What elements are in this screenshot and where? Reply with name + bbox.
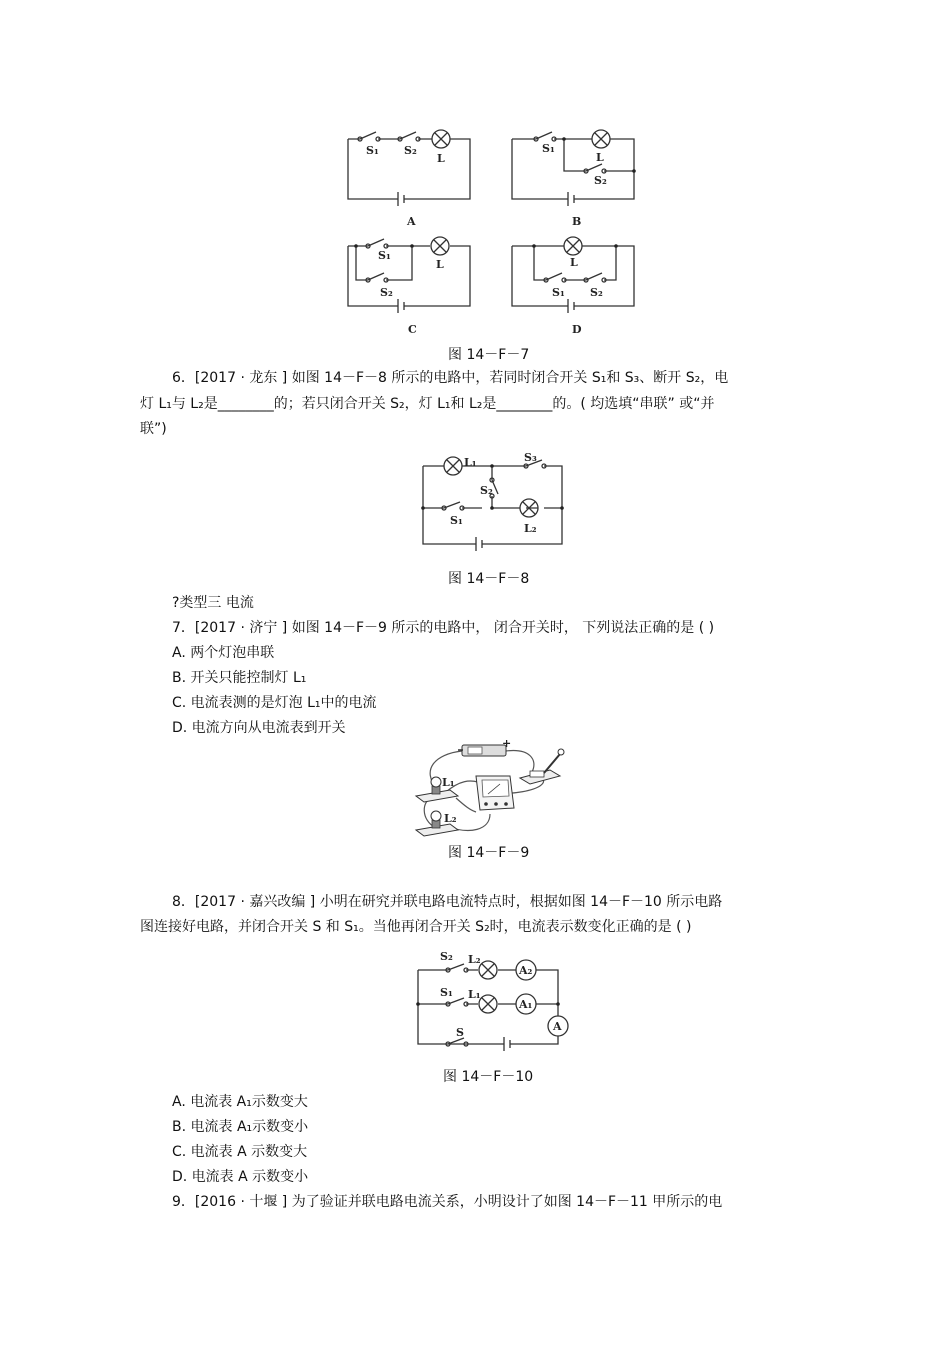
svg-text:A₂: A₂ <box>519 964 533 977</box>
svg-text:A₁: A₁ <box>519 998 533 1011</box>
question-6-line-3: 联”) <box>140 421 167 437</box>
question-8-line-2: 图连接好电路，并闭合开关 S 和 S₁。当他再闭合开关 S₂时，电流表示数变化正确的是 ( ) <box>140 919 692 935</box>
svg-text:C: C <box>408 323 417 336</box>
svg-text:B: B <box>572 215 582 228</box>
figure-caption: 图 14－F－7 <box>448 347 530 363</box>
figure-caption: 图 14－F－10 <box>443 1069 534 1085</box>
question-9-line-1: 9．[2016 · 十堰 ] 为了验证并联电路电流关系，小明设计了如图 14－F－11 甲所示的电 <box>172 1194 723 1210</box>
svg-text:L₁: L₁ <box>442 776 455 789</box>
svg-text:L: L <box>437 152 445 165</box>
figure-14-f-8 <box>420 452 570 552</box>
question-7-stem: 7．[2017 · 济宁 ] 如图 14－F－9 所示的电路中， 闭合开关时， 下列说法正确的是 ( ) <box>172 620 715 636</box>
circuit-b <box>512 130 636 228</box>
svg-text:L: L <box>570 256 578 269</box>
question-8-option-a: A. 电流表 A₁示数变大 <box>172 1094 308 1110</box>
svg-text:D: D <box>572 323 582 336</box>
svg-text:A: A <box>407 215 416 228</box>
svg-text:S₂: S₂ <box>404 144 417 157</box>
question-6-line-1: 6．[2017 · 龙东 ] 如图 14－F－8 所示的电路中，若同时闭合开关 S₁和 S₃、断开 S₂，电 <box>172 370 729 386</box>
svg-text:S₂: S₂ <box>594 174 607 187</box>
figure-caption: 图 14－F－9 <box>448 845 530 861</box>
section-heading: ?类型三 电流 <box>172 595 254 611</box>
question-7-option-d: D. 电流方向从电流表到开关 <box>172 720 346 736</box>
ammeter-icon <box>476 776 514 810</box>
question-8-option-d: D. 电流表 A 示数变小 <box>172 1169 309 1185</box>
svg-text:S₁: S₁ <box>450 514 463 527</box>
svg-text:S₁: S₁ <box>552 286 565 299</box>
figure-14-f-10 <box>412 950 572 1050</box>
svg-text:A: A <box>553 1020 562 1033</box>
svg-text:S: S <box>456 1026 464 1039</box>
svg-text:S₂: S₂ <box>440 950 453 963</box>
question-7-option-a: A. 两个灯泡串联 <box>172 645 275 661</box>
question-7-option-b: B. 开关只能控制灯 L₁ <box>172 670 307 686</box>
lamp-l1-icon <box>416 776 458 802</box>
svg-text:L: L <box>596 151 604 164</box>
svg-text:S₁: S₁ <box>440 986 453 999</box>
svg-text:S₁: S₁ <box>378 249 391 262</box>
figure-caption: 图 14－F－8 <box>448 571 530 587</box>
question-6-line-2: 灯 L₁与 L₂是________的；若只闭合开关 S₂，灯 L₁和 L₂是________的。( 均选填“串联” 或“并 <box>140 396 715 412</box>
svg-text:L₁: L₁ <box>468 988 481 1001</box>
figure-14-f-7 <box>340 122 650 342</box>
switch-icon <box>520 749 564 784</box>
svg-text:L₂: L₂ <box>468 953 481 966</box>
circuit-c <box>348 237 470 336</box>
question-8-option-c: C. 电流表 A 示数变大 <box>172 1144 308 1160</box>
svg-text:L: L <box>436 258 444 271</box>
svg-text:S₁: S₁ <box>542 142 555 155</box>
circuit-d <box>512 237 634 336</box>
figure-14-f-9 <box>410 737 580 840</box>
svg-text:S₂: S₂ <box>590 286 603 299</box>
question-8-option-b: B. 电流表 A₁示数变小 <box>172 1119 309 1135</box>
svg-text:S₃: S₃ <box>524 451 537 464</box>
lamp-l2-icon <box>416 811 458 836</box>
svg-text:+: + <box>502 737 512 750</box>
question-8-line-1: 8．[2017 · 嘉兴改编 ] 小明在研究并联电路电流特点时，根据如图 14－F－10 所示电路 <box>172 894 723 910</box>
battery-icon <box>458 737 511 756</box>
svg-text:S₂: S₂ <box>380 286 393 299</box>
svg-text:S₁: S₁ <box>366 144 379 157</box>
svg-text:L₂: L₂ <box>444 812 457 825</box>
svg-text:L₁: L₁ <box>464 456 477 469</box>
circuit-a <box>348 130 470 228</box>
question-7-option-c: C. 电流表测的是灯泡 L₁中的电流 <box>172 695 377 711</box>
svg-text:S₂: S₂ <box>480 484 493 497</box>
svg-text:L₂: L₂ <box>524 522 537 535</box>
